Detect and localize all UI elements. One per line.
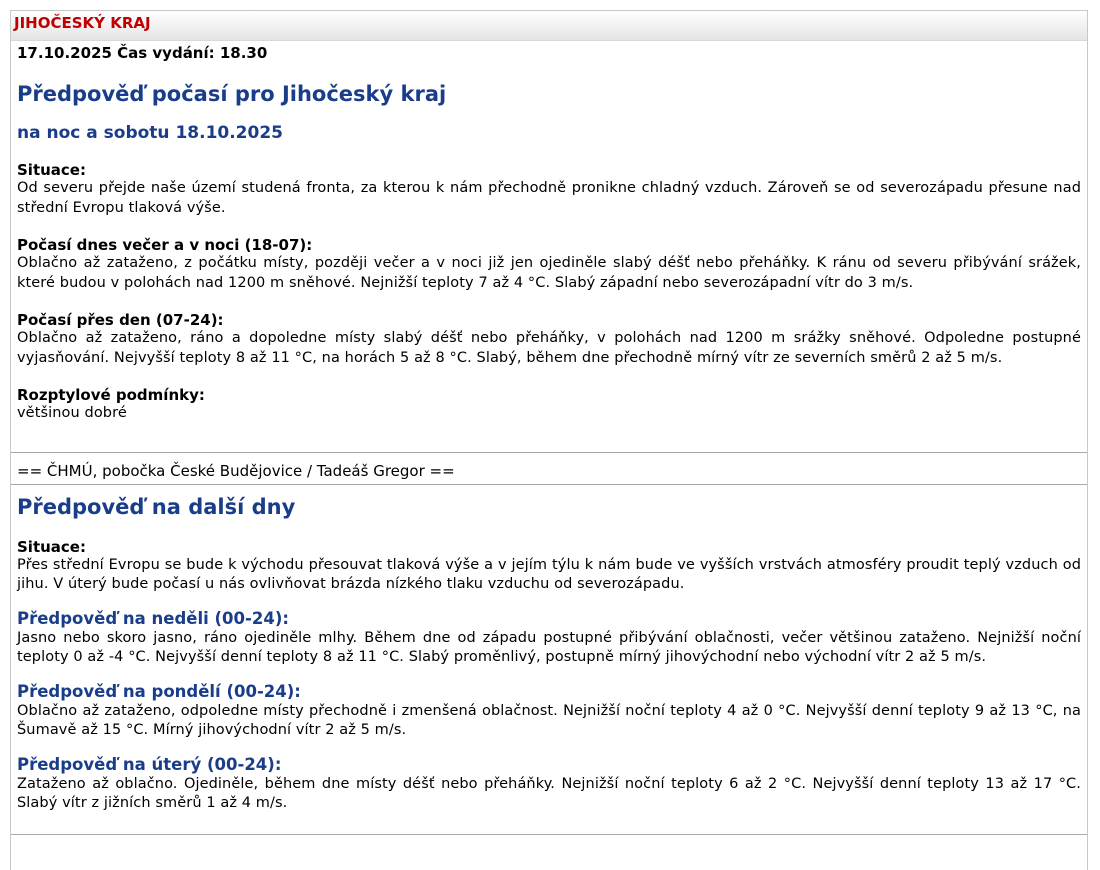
day-heading: Předpověď na neděli (00-24): [17,608,289,628]
day-forecast-tuesday [17,755,1081,814]
next-days-situation [17,538,1081,595]
forecast-content [11,44,1087,835]
section-tonight [17,236,1081,293]
day-heading: Předpověď na pondělí (00-24): [17,681,301,701]
section-heading: Počasí přes den (07-24): [17,311,224,329]
author-credit: == ČHMÚ, pobočka České Budějovice / Tadeáš Gregor == [17,461,455,480]
section-text: Od severu přejde naše území studená fronta, za kterou k nám přechodně pronikne chladný vzduch. Zároveň se od severozápadu přesune nad střední Evropu tlaková výše. [17,180,1081,216]
day-heading: Předpověď na úterý (00-24): [17,754,282,774]
day-text: Zataženo až oblačno. Ojediněle, během dne místy déšť nebo přeháňky. Nejnižší noční teploty 6 až 2 °C. Nejvyšší denní teploty 13 až 17 °C. Slabý vítr z jižních směrů 1 až 4 m/s. [17,775,1081,811]
day-forecast-monday [17,682,1081,741]
forecast-panel [10,10,1088,870]
issue-date: 17.10.2025 Čas vydání: 18.30 [17,44,268,62]
divider [11,452,1087,453]
day-forecast-sunday [17,609,1081,668]
section-dispersion [17,386,1081,424]
page-subtitle: na noc a sobotu 18.10.2025 [17,123,283,143]
section-heading: Situace: [17,161,86,179]
section-text: Přes střední Evropu se bude k východu přesouvat tlaková výše a v jejím týlu k nám bude ve vyšších vrstvách atmosféry proudit teplý vzduch od jihu. V úterý bude počasí u nás ovlivňovat brázda nízkého tlaku vzduchu od severozápadu. [17,556,1081,592]
section-text: Oblačno až zataženo, ráno a dopoledne místy slabý déšť nebo přeháňky, v polohách nad 1200 m srážky sněhové. Odpoledne postupné vyjasňování. Nejvyšší teploty 8 až 11 °C, na horách 5 až 8 °C. Slabý, během dne přechodně mírný vítr ze severních směrů 2 až 5 m/s. [17,330,1081,366]
next-days-title: Předpověď na další dny [17,494,296,519]
section-text: Oblačno až zataženo, z počátku místy, později večer a v noci již jen ojediněle slabý déšť nebo přeháňky. K ránu od severu přibývání srážek, které budou v polohách nad 1200 m sněhové. Nejnižší teploty 7 až 4 °C. Slabý západní nebo severozápadní vítr do 3 m/s. [17,255,1081,291]
section-heading: Rozptylové podmínky: [17,386,205,404]
day-text: Jasno nebo skoro jasno, ráno ojediněle mlhy. Během dne od západu postupné přibývání oblačnosti, večer většinou zataženo. Nejnižší noční teploty 0 až -4 °C. Nejvyšší denní teploty 8 až 11 °C. Slabý proměnlivý, postupně mírný jihovýchodní nebo východní vítr 2 až 5 m/s. [17,629,1081,665]
section-heading: Situace: [17,537,86,556]
day-text: Oblačno až zataženo, odpoledne místy přechodně i zmenšená oblačnost. Nejnižší noční teploty 4 až 0 °C. Nejvyšší denní teploty 9 až 13 °C, na Šumavě až 15 °C. Mírný jihovýchodní vítr 2 až 5 m/s. [17,702,1081,738]
section-daytime [17,311,1081,368]
section-heading: Počasí dnes večer a v noci (18-07): [17,236,313,254]
region-header [11,11,1087,41]
section-text: většinou dobré [17,405,127,421]
divider [11,484,1087,485]
section-situation [17,161,1081,218]
region-name: JIHOČESKÝ KRAJ [14,14,151,32]
divider [11,834,1087,835]
page-title: Předpověď počasí pro Jihočeský kraj [17,82,447,106]
